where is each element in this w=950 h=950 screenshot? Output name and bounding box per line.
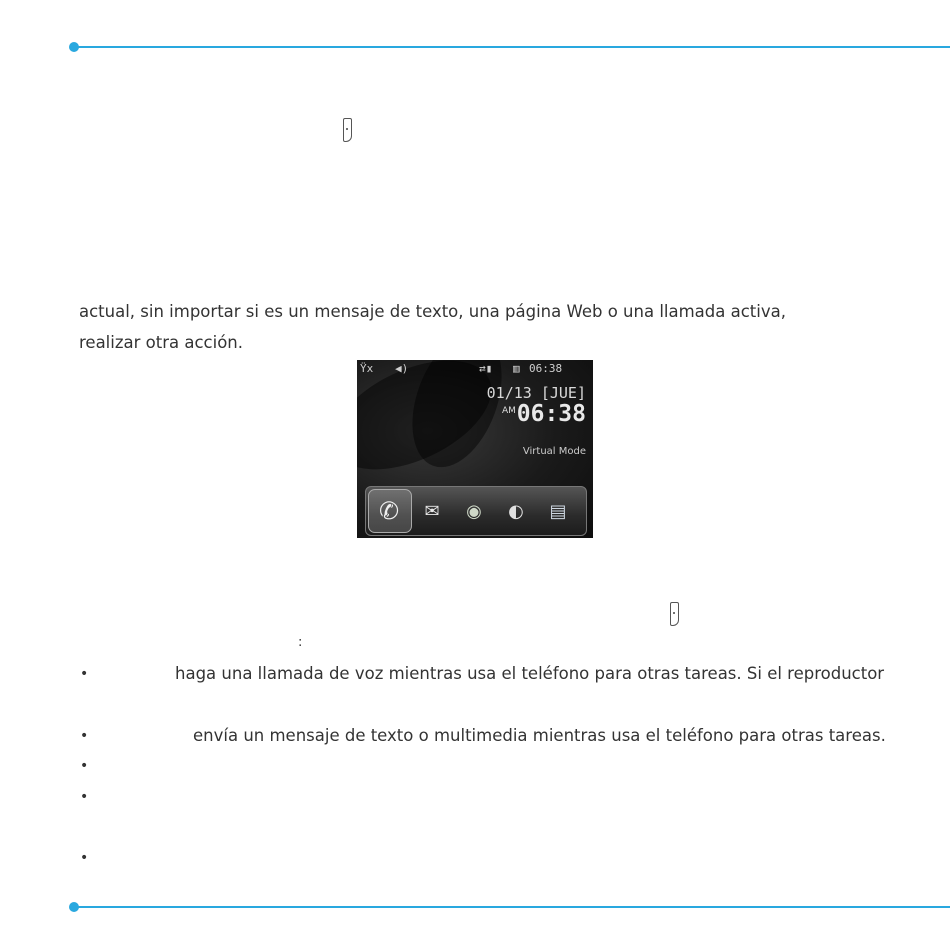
side-key-icon	[343, 118, 352, 142]
status-time: 06:38	[529, 362, 563, 375]
envelope-icon[interactable]: ✉	[424, 500, 440, 522]
home-ampm: AM	[502, 406, 516, 416]
home-clock: 06:38	[516, 401, 586, 427]
bullet-dot: •	[80, 789, 89, 805]
bullet-dot: •	[80, 850, 89, 866]
signal-icon: Ÿx	[360, 362, 374, 375]
top-rule	[74, 46, 950, 48]
bullet-dot: •	[80, 666, 89, 682]
bullet-text-1: haga una llamada de voz mientras usa el teléfono para otras tareas. Si el reproductor	[175, 664, 885, 683]
top-rule-dot	[69, 42, 79, 52]
battery-icon: ▥	[513, 362, 520, 375]
bullet-text-2: envía un mensaje de texto o multimedia mientras usa el teléfono para otras tareas.	[193, 726, 886, 745]
usb-icon: ⇄▮	[479, 362, 493, 375]
paragraph-line-1: actual, sin importar si es un mensaje de texto, una página Web o una llamada activa,	[79, 302, 786, 321]
bottom-rule	[74, 906, 950, 908]
volume-icon: ◀)	[395, 362, 409, 375]
virtual-mode-label: Virtual Mode	[522, 446, 586, 457]
phone-icon[interactable]: ✆	[378, 497, 400, 525]
bullet-dot: •	[80, 758, 89, 774]
colon-mark: :	[298, 635, 303, 650]
side-key-icon	[670, 602, 679, 626]
status-bar	[357, 360, 593, 376]
bottom-rule-dot	[69, 902, 79, 912]
media-icon[interactable]: ◐	[508, 500, 524, 522]
shortcut-dock	[365, 486, 587, 536]
home-date: 01/13 [JUE]	[486, 384, 586, 402]
paragraph-line-2: realizar otra acción.	[79, 333, 243, 352]
phone-screenshot	[357, 360, 593, 538]
folder-icon[interactable]: ▤	[549, 500, 567, 522]
bullet-dot: •	[80, 728, 89, 744]
globe-icon[interactable]: ◉	[466, 500, 482, 522]
